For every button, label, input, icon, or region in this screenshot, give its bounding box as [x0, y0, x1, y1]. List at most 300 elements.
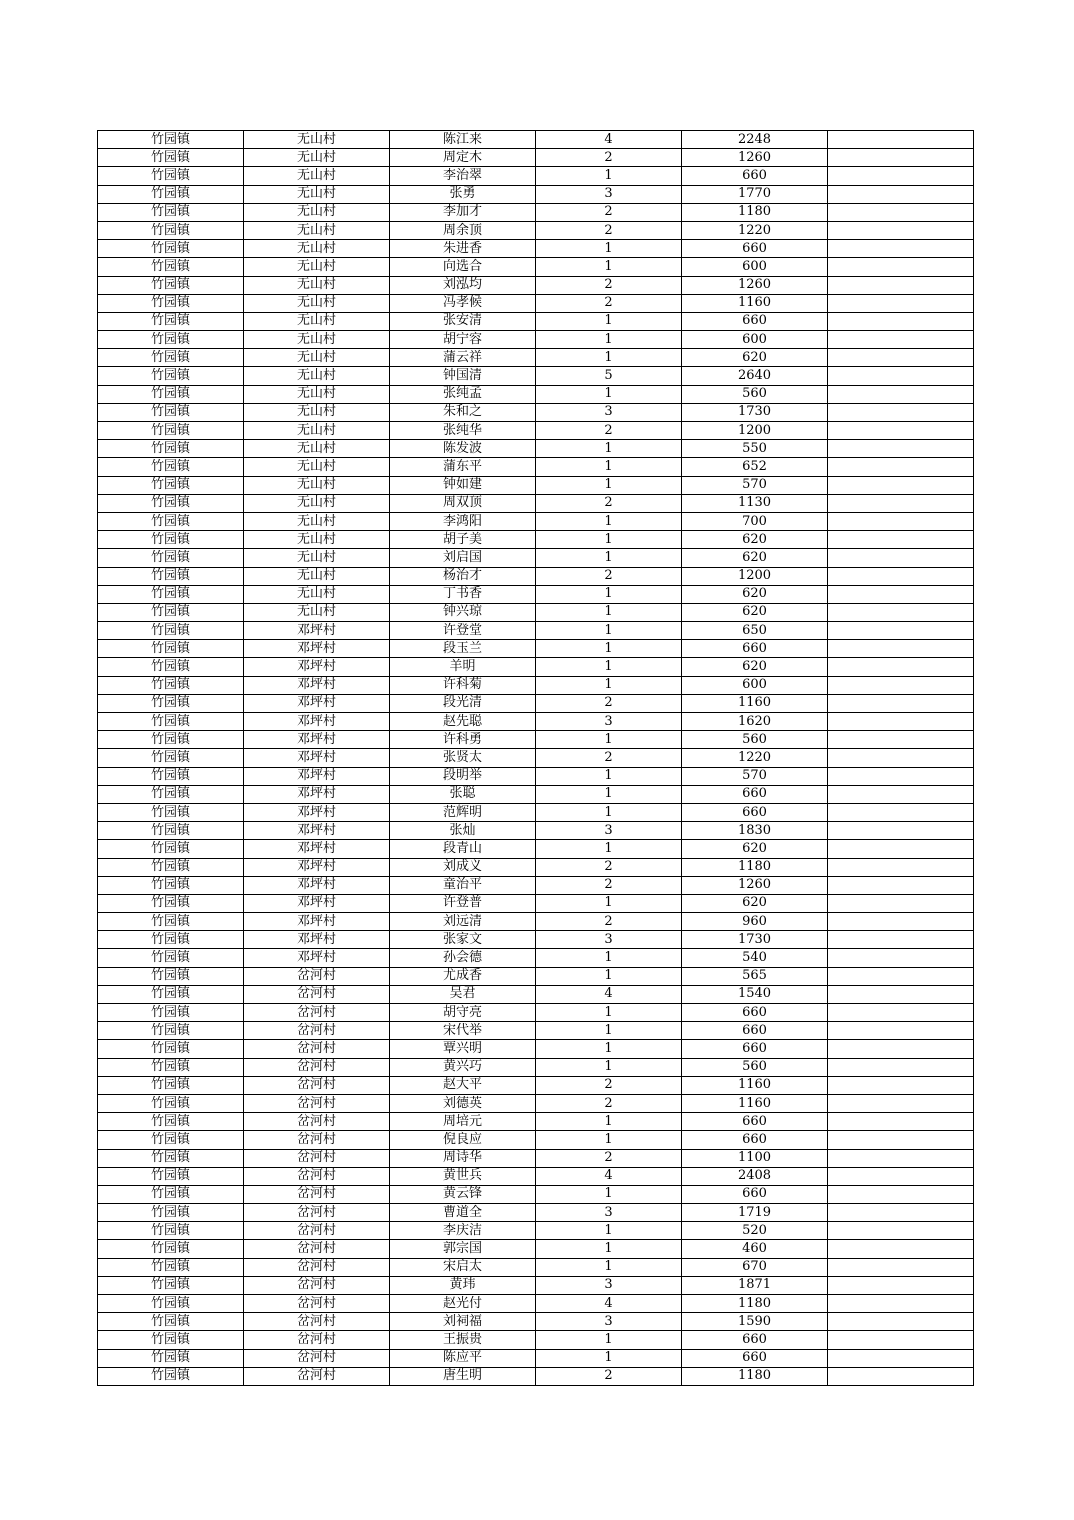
remark-cell [828, 1185, 974, 1203]
town-cell: 竹园镇 [98, 1058, 244, 1076]
remark-cell [828, 876, 974, 894]
town-cell: 竹园镇 [98, 658, 244, 676]
name-cell: 张贤太 [390, 749, 536, 767]
remark-cell [828, 676, 974, 694]
village-cell: 邓坪村 [244, 767, 390, 785]
village-cell: 无山村 [244, 294, 390, 312]
household-size-cell: 1 [536, 385, 682, 403]
remark-cell [828, 1004, 974, 1022]
table-row [98, 1276, 974, 1294]
village-cell: 岔河村 [244, 1258, 390, 1276]
amount-cell: 620 [682, 603, 828, 621]
household-size-cell: 2 [536, 149, 682, 167]
table-row [98, 658, 974, 676]
town-cell: 竹园镇 [98, 713, 244, 731]
table-body [98, 131, 974, 1386]
name-cell: 段光清 [390, 694, 536, 712]
household-size-cell: 1 [536, 349, 682, 367]
household-size-cell: 1 [536, 622, 682, 640]
name-cell: 冯孝候 [390, 294, 536, 312]
table-row [98, 1349, 974, 1367]
remark-cell [828, 312, 974, 330]
household-size-cell: 1 [536, 240, 682, 258]
town-cell: 竹园镇 [98, 1076, 244, 1094]
town-cell: 竹园镇 [98, 731, 244, 749]
village-cell: 无山村 [244, 258, 390, 276]
village-cell: 岔河村 [244, 1367, 390, 1385]
town-cell: 竹园镇 [98, 1331, 244, 1349]
village-cell: 无山村 [244, 603, 390, 621]
name-cell: 宋代举 [390, 1022, 536, 1040]
village-cell: 岔河村 [244, 1004, 390, 1022]
town-cell: 竹园镇 [98, 385, 244, 403]
remark-cell [828, 894, 974, 912]
town-cell: 竹园镇 [98, 531, 244, 549]
data-table [97, 130, 974, 1386]
amount-cell: 1730 [682, 403, 828, 421]
town-cell: 竹园镇 [98, 294, 244, 312]
remark-cell [828, 1240, 974, 1258]
household-size-cell: 2 [536, 422, 682, 440]
amount-cell: 1180 [682, 1367, 828, 1385]
household-size-cell: 1 [536, 1113, 682, 1131]
remark-cell [828, 967, 974, 985]
table-row [98, 1313, 974, 1331]
remark-cell [828, 603, 974, 621]
remark-cell [828, 822, 974, 840]
household-size-cell: 2 [536, 749, 682, 767]
town-cell: 竹园镇 [98, 822, 244, 840]
name-cell: 王振贵 [390, 1331, 536, 1349]
table-row [98, 949, 974, 967]
household-size-cell: 3 [536, 822, 682, 840]
table-row [98, 294, 974, 312]
town-cell: 竹园镇 [98, 1167, 244, 1185]
name-cell: 许科勇 [390, 731, 536, 749]
household-size-cell: 1 [536, 1222, 682, 1240]
table-row [98, 167, 974, 185]
village-cell: 岔河村 [244, 1167, 390, 1185]
name-cell: 唐生明 [390, 1367, 536, 1385]
remark-cell [828, 185, 974, 203]
amount-cell: 1719 [682, 1204, 828, 1222]
table-row [98, 1113, 974, 1131]
name-cell: 李加才 [390, 203, 536, 221]
household-size-cell: 1 [536, 585, 682, 603]
amount-cell: 2640 [682, 367, 828, 385]
name-cell: 丁书香 [390, 585, 536, 603]
remark-cell [828, 840, 974, 858]
name-cell: 胡守亮 [390, 1004, 536, 1022]
name-cell: 赵先聪 [390, 713, 536, 731]
table-row [98, 440, 974, 458]
household-size-cell: 1 [536, 1058, 682, 1076]
name-cell: 赵大平 [390, 1076, 536, 1094]
household-size-cell: 2 [536, 876, 682, 894]
household-size-cell: 1 [536, 167, 682, 185]
name-cell: 郭宗国 [390, 1240, 536, 1258]
town-cell: 竹园镇 [98, 1131, 244, 1149]
name-cell: 陈应平 [390, 1349, 536, 1367]
remark-cell [828, 149, 974, 167]
remark-cell [828, 458, 974, 476]
remark-cell [828, 1149, 974, 1167]
town-cell: 竹园镇 [98, 1204, 244, 1222]
name-cell: 蒲云祥 [390, 349, 536, 367]
remark-cell [828, 1094, 974, 1112]
name-cell: 张家文 [390, 931, 536, 949]
amount-cell: 620 [682, 585, 828, 603]
name-cell: 陈发波 [390, 440, 536, 458]
remark-cell [828, 1313, 974, 1331]
table-row [98, 549, 974, 567]
remark-cell [828, 276, 974, 294]
remark-cell [828, 1367, 974, 1385]
amount-cell: 460 [682, 1240, 828, 1258]
town-cell: 竹园镇 [98, 585, 244, 603]
household-size-cell: 3 [536, 185, 682, 203]
town-cell: 竹园镇 [98, 1258, 244, 1276]
town-cell: 竹园镇 [98, 1185, 244, 1203]
name-cell: 胡子美 [390, 531, 536, 549]
village-cell: 无山村 [244, 131, 390, 149]
household-size-cell: 2 [536, 1367, 682, 1385]
household-size-cell: 1 [536, 894, 682, 912]
remark-cell [828, 512, 974, 530]
name-cell: 周培元 [390, 1113, 536, 1131]
remark-cell [828, 385, 974, 403]
remark-cell [828, 949, 974, 967]
town-cell: 竹园镇 [98, 403, 244, 421]
amount-cell: 960 [682, 913, 828, 931]
village-cell: 无山村 [244, 185, 390, 203]
village-cell: 岔河村 [244, 1022, 390, 1040]
table-row [98, 403, 974, 421]
amount-cell: 1260 [682, 149, 828, 167]
table-row [98, 622, 974, 640]
remark-cell [828, 1076, 974, 1094]
amount-cell: 565 [682, 967, 828, 985]
amount-cell: 1730 [682, 931, 828, 949]
household-size-cell: 3 [536, 931, 682, 949]
town-cell: 竹园镇 [98, 1113, 244, 1131]
table-row [98, 785, 974, 803]
remark-cell [828, 913, 974, 931]
amount-cell: 560 [682, 1058, 828, 1076]
village-cell: 邓坪村 [244, 622, 390, 640]
village-cell: 无山村 [244, 512, 390, 530]
village-cell: 邓坪村 [244, 731, 390, 749]
household-size-cell: 3 [536, 1204, 682, 1222]
village-cell: 岔河村 [244, 1040, 390, 1058]
village-cell: 无山村 [244, 203, 390, 221]
household-size-cell: 1 [536, 1004, 682, 1022]
amount-cell: 660 [682, 640, 828, 658]
amount-cell: 670 [682, 1258, 828, 1276]
household-size-cell: 2 [536, 494, 682, 512]
remark-cell [828, 440, 974, 458]
village-cell: 邓坪村 [244, 894, 390, 912]
amount-cell: 620 [682, 349, 828, 367]
amount-cell: 520 [682, 1222, 828, 1240]
town-cell: 竹园镇 [98, 458, 244, 476]
amount-cell: 570 [682, 767, 828, 785]
town-cell: 竹园镇 [98, 1022, 244, 1040]
name-cell: 刘祠福 [390, 1313, 536, 1331]
town-cell: 竹园镇 [98, 876, 244, 894]
remark-cell [828, 203, 974, 221]
remark-cell [828, 167, 974, 185]
table-row [98, 367, 974, 385]
household-size-cell: 2 [536, 694, 682, 712]
village-cell: 无山村 [244, 367, 390, 385]
town-cell: 竹园镇 [98, 240, 244, 258]
remark-cell [828, 1222, 974, 1240]
amount-cell: 1260 [682, 876, 828, 894]
household-size-cell: 1 [536, 312, 682, 330]
village-cell: 岔河村 [244, 985, 390, 1003]
remark-cell [828, 985, 974, 1003]
amount-cell: 1180 [682, 203, 828, 221]
household-size-cell: 4 [536, 985, 682, 1003]
amount-cell: 1180 [682, 1295, 828, 1313]
name-cell: 钟如建 [390, 476, 536, 494]
household-size-cell: 1 [536, 1240, 682, 1258]
name-cell: 钟国清 [390, 367, 536, 385]
amount-cell: 570 [682, 476, 828, 494]
village-cell: 岔河村 [244, 1349, 390, 1367]
household-size-cell: 3 [536, 713, 682, 731]
name-cell: 宋启太 [390, 1258, 536, 1276]
table-row [98, 276, 974, 294]
table-row [98, 931, 974, 949]
town-cell: 竹园镇 [98, 985, 244, 1003]
remark-cell [828, 803, 974, 821]
village-cell: 邓坪村 [244, 785, 390, 803]
amount-cell: 660 [682, 312, 828, 330]
village-cell: 无山村 [244, 221, 390, 239]
village-cell: 无山村 [244, 403, 390, 421]
household-size-cell: 2 [536, 203, 682, 221]
household-size-cell: 1 [536, 1349, 682, 1367]
table-row [98, 876, 974, 894]
town-cell: 竹园镇 [98, 1094, 244, 1112]
village-cell: 无山村 [244, 149, 390, 167]
name-cell: 周余顶 [390, 221, 536, 239]
household-size-cell: 1 [536, 658, 682, 676]
table-row [98, 476, 974, 494]
household-size-cell: 1 [536, 640, 682, 658]
town-cell: 竹园镇 [98, 1349, 244, 1367]
name-cell: 张纯孟 [390, 385, 536, 403]
table-row [98, 967, 974, 985]
village-cell: 无山村 [244, 331, 390, 349]
amount-cell: 600 [682, 331, 828, 349]
village-cell: 邓坪村 [244, 913, 390, 931]
town-cell: 竹园镇 [98, 1295, 244, 1313]
town-cell: 竹园镇 [98, 549, 244, 567]
name-cell: 孙会德 [390, 949, 536, 967]
village-cell: 邓坪村 [244, 713, 390, 731]
name-cell: 尤成香 [390, 967, 536, 985]
name-cell: 覃兴明 [390, 1040, 536, 1058]
amount-cell: 660 [682, 1349, 828, 1367]
remark-cell [828, 1113, 974, 1131]
remark-cell [828, 531, 974, 549]
name-cell: 许登堂 [390, 622, 536, 640]
town-cell: 竹园镇 [98, 131, 244, 149]
household-size-cell: 2 [536, 1076, 682, 1094]
amount-cell: 2248 [682, 131, 828, 149]
name-cell: 胡宁容 [390, 331, 536, 349]
name-cell: 张安清 [390, 312, 536, 330]
village-cell: 无山村 [244, 349, 390, 367]
table-row [98, 822, 974, 840]
table-row [98, 1258, 974, 1276]
name-cell: 刘启国 [390, 549, 536, 567]
village-cell: 岔河村 [244, 1204, 390, 1222]
household-size-cell: 1 [536, 1040, 682, 1058]
amount-cell: 620 [682, 894, 828, 912]
amount-cell: 660 [682, 803, 828, 821]
remark-cell [828, 658, 974, 676]
household-size-cell: 3 [536, 403, 682, 421]
village-cell: 无山村 [244, 385, 390, 403]
table-row [98, 985, 974, 1003]
village-cell: 邓坪村 [244, 676, 390, 694]
town-cell: 竹园镇 [98, 1222, 244, 1240]
household-size-cell: 1 [536, 731, 682, 749]
table-row [98, 603, 974, 621]
name-cell: 李庆洁 [390, 1222, 536, 1240]
household-size-cell: 1 [536, 803, 682, 821]
name-cell: 张纯华 [390, 422, 536, 440]
village-cell: 岔河村 [244, 967, 390, 985]
table-row [98, 1167, 974, 1185]
table-row [98, 1076, 974, 1094]
household-size-cell: 1 [536, 331, 682, 349]
amount-cell: 660 [682, 167, 828, 185]
household-size-cell: 2 [536, 1094, 682, 1112]
table-row [98, 676, 974, 694]
table-row [98, 203, 974, 221]
table-row [98, 531, 974, 549]
town-cell: 竹园镇 [98, 185, 244, 203]
town-cell: 竹园镇 [98, 967, 244, 985]
amount-cell: 660 [682, 1113, 828, 1131]
table-row [98, 749, 974, 767]
table-row [98, 713, 974, 731]
amount-cell: 1770 [682, 185, 828, 203]
town-cell: 竹园镇 [98, 1276, 244, 1294]
amount-cell: 620 [682, 531, 828, 549]
table-row [98, 585, 974, 603]
table-row [98, 803, 974, 821]
amount-cell: 540 [682, 949, 828, 967]
remark-cell [828, 1276, 974, 1294]
amount-cell: 660 [682, 240, 828, 258]
town-cell: 竹园镇 [98, 858, 244, 876]
village-cell: 岔河村 [244, 1240, 390, 1258]
table-row [98, 149, 974, 167]
amount-cell: 660 [682, 1022, 828, 1040]
town-cell: 竹园镇 [98, 785, 244, 803]
amount-cell: 600 [682, 258, 828, 276]
remark-cell [828, 221, 974, 239]
village-cell: 邓坪村 [244, 949, 390, 967]
town-cell: 竹园镇 [98, 1367, 244, 1385]
household-size-cell: 1 [536, 1185, 682, 1203]
village-cell: 无山村 [244, 458, 390, 476]
town-cell: 竹园镇 [98, 349, 244, 367]
household-size-cell: 4 [536, 1295, 682, 1313]
village-cell: 无山村 [244, 476, 390, 494]
name-cell: 刘成义 [390, 858, 536, 876]
town-cell: 竹园镇 [98, 1040, 244, 1058]
remark-cell [828, 1331, 974, 1349]
table-row [98, 694, 974, 712]
village-cell: 邓坪村 [244, 822, 390, 840]
name-cell: 张勇 [390, 185, 536, 203]
amount-cell: 2408 [682, 1167, 828, 1185]
name-cell: 周双顶 [390, 494, 536, 512]
remark-cell [828, 1040, 974, 1058]
remark-cell [828, 931, 974, 949]
amount-cell: 620 [682, 549, 828, 567]
town-cell: 竹园镇 [98, 1149, 244, 1167]
village-cell: 岔河村 [244, 1295, 390, 1313]
village-cell: 岔河村 [244, 1185, 390, 1203]
amount-cell: 1620 [682, 713, 828, 731]
remark-cell [828, 767, 974, 785]
remark-cell [828, 1349, 974, 1367]
household-size-cell: 1 [536, 258, 682, 276]
town-cell: 竹园镇 [98, 1313, 244, 1331]
amount-cell: 700 [682, 512, 828, 530]
table-row [98, 258, 974, 276]
name-cell: 周定木 [390, 149, 536, 167]
table-row [98, 1295, 974, 1313]
remark-cell [828, 331, 974, 349]
name-cell: 张灿 [390, 822, 536, 840]
town-cell: 竹园镇 [98, 258, 244, 276]
household-size-cell: 1 [536, 512, 682, 530]
amount-cell: 1590 [682, 1313, 828, 1331]
name-cell: 黄兴巧 [390, 1058, 536, 1076]
table-row [98, 240, 974, 258]
household-size-cell: 2 [536, 276, 682, 294]
village-cell: 无山村 [244, 585, 390, 603]
town-cell: 竹园镇 [98, 276, 244, 294]
table-row [98, 1240, 974, 1258]
remark-cell [828, 1058, 974, 1076]
household-size-cell: 1 [536, 1022, 682, 1040]
village-cell: 岔河村 [244, 1313, 390, 1331]
village-cell: 无山村 [244, 440, 390, 458]
remark-cell [828, 749, 974, 767]
table-row [98, 1058, 974, 1076]
household-size-cell: 1 [536, 476, 682, 494]
village-cell: 岔河村 [244, 1222, 390, 1240]
household-size-cell: 4 [536, 131, 682, 149]
name-cell: 范辉明 [390, 803, 536, 821]
town-cell: 竹园镇 [98, 767, 244, 785]
town-cell: 竹园镇 [98, 494, 244, 512]
village-cell: 无山村 [244, 422, 390, 440]
name-cell: 刘泓均 [390, 276, 536, 294]
amount-cell: 1220 [682, 749, 828, 767]
remark-cell [828, 731, 974, 749]
